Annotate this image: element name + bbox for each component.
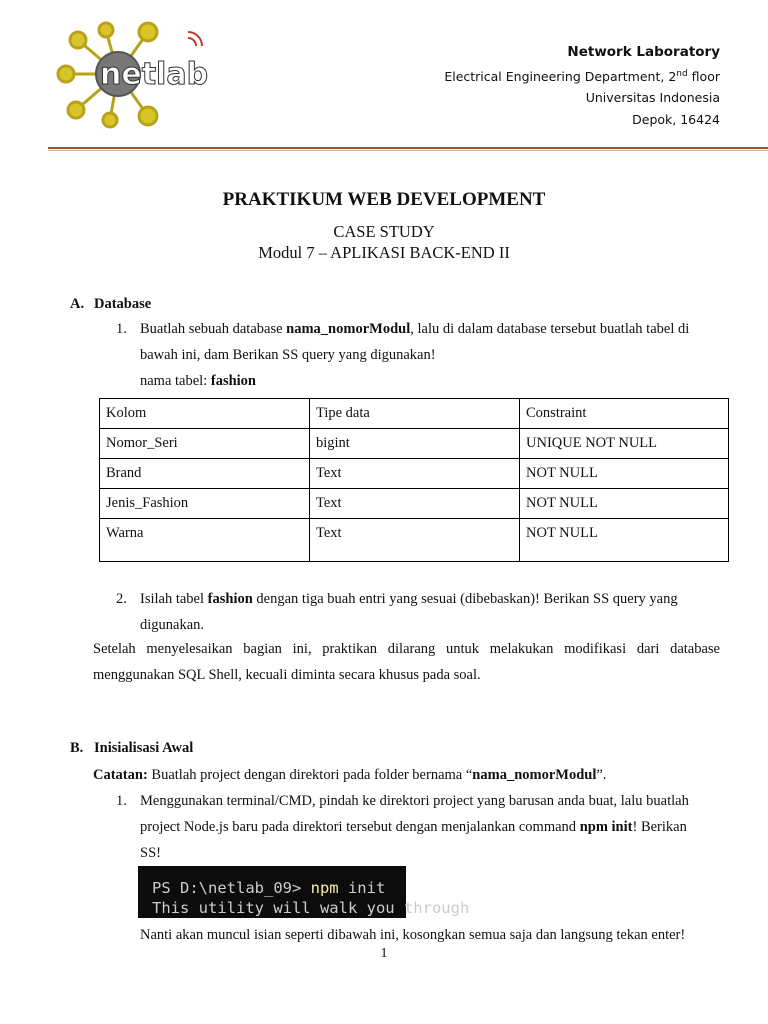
table-cell: Warna [100, 519, 310, 562]
section-b-item1-number: 1. [116, 793, 127, 809]
table-cell: NOT NULL [520, 459, 729, 489]
section-a-heading: A. Database [70, 296, 152, 312]
section-a-item1-number: 1. [116, 321, 127, 337]
header-divider-shadow [48, 150, 768, 151]
document-subtitle: CASE STUDY [333, 222, 435, 241]
section-a-item1: Buatlah sebuah database nama_nomorModul, lalu di dalam database tersebut buatlah tabel di bawah ini, dam Berikan SS query yang digunakan! nama tabel: fashion [140, 321, 690, 389]
table-cell: bigint [310, 429, 520, 459]
netlab-logo [48, 18, 208, 130]
section-b-after-terminal: Nanti akan muncul isian seperti dibawah ini, kosongkan semua saja dan langsung tekan enter! [140, 927, 686, 943]
table-row [100, 519, 729, 562]
table-cell: NOT NULL [520, 519, 729, 562]
table-header-cell: Tipe data [310, 399, 520, 429]
table-cell: Text [310, 459, 520, 489]
table-row [100, 429, 729, 459]
document-title: PRAKTIKUM WEB DEVELOPMENT [222, 189, 546, 210]
table-header-row [100, 399, 729, 429]
svg-text:netlab: netlab [100, 57, 209, 92]
table-cell: Nomor_Seri [100, 429, 310, 459]
city: Depok, 16424 [632, 111, 720, 127]
department: Electrical Engineering Department, 2nd floor [444, 68, 720, 84]
table-cell: Brand [100, 459, 310, 489]
section-b-catatan: Catatan: Buatlah project dengan direktori pada folder bernama “nama_nomorModul”. [93, 767, 607, 783]
table-row [100, 489, 729, 519]
terminal-prompt-line: PS D:\netlab_09> npm init [152, 879, 386, 897]
module-title: Modul 7 – APLIKASI BACK-END II [258, 243, 510, 262]
table-header-cell: Constraint [520, 399, 729, 429]
terminal-output-line: This utility will walk you through [152, 899, 470, 917]
section-a-note-line2: menggunakan SQL Shell, kecuali diminta secara khusus pada soal. [93, 667, 481, 683]
table-header-cell: Kolom [100, 399, 310, 429]
table-row [100, 459, 729, 489]
section-b-heading: B. Inisialisasi Awal [70, 740, 194, 756]
section-a-item2-number: 2. [116, 591, 127, 607]
section-b-item1: Menggunakan terminal/CMD, pindah ke direktori project yang barusan anda buat, lalu buatlah project Node.js baru pada direktori tersebut dengan menjalankan command npm init! Berikan SS! [140, 793, 689, 861]
table-cell: Jenis_Fashion [100, 489, 310, 519]
table-cell: Text [310, 489, 520, 519]
lab-name: Network Laboratory [567, 44, 720, 60]
table-cell: Text [310, 519, 520, 562]
table-cell: UNIQUE NOT NULL [520, 429, 729, 459]
section-a-note-line1: Setelah menyelesaikan bagian ini, praktikan dilarang untuk melakukan modifikasi dari database [93, 641, 720, 657]
terminal-screenshot [138, 866, 470, 918]
header-address [444, 42, 720, 130]
fashion-table [99, 398, 729, 562]
page-number: 1 [380, 946, 388, 961]
table-cell: NOT NULL [520, 489, 729, 519]
university: Universitas Indonesia [585, 90, 720, 106]
header-divider [48, 147, 768, 149]
section-a-item2: Isilah tabel fashion dengan tiga buah entri yang sesuai (dibebaskan)! Berikan SS query yang digunakan. [140, 591, 678, 633]
